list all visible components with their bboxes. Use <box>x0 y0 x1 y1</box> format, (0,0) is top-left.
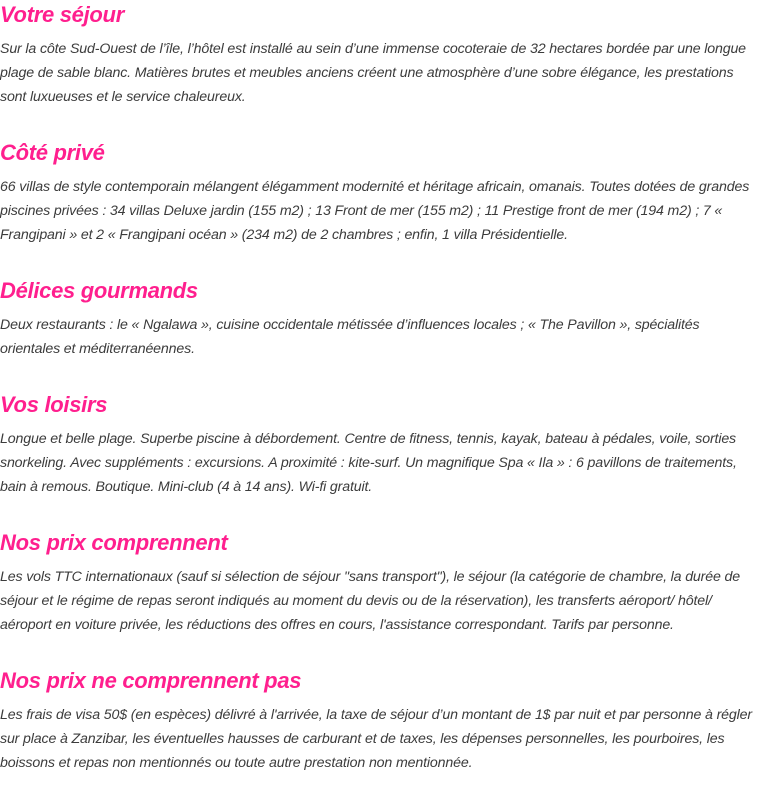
section-title: Vos loisirs <box>0 392 108 417</box>
section-title: Nos prix comprennent <box>0 530 228 555</box>
section-delices-gourmands <box>0 276 758 361</box>
section-text: Longue et belle plage. Superbe piscine à débordement. Centre de fitness, tennis, kayak, bateau à pédales, voile, sorties snorkeling. Avec suppléments : excursions. A proximité : kite-surf. Un magnifique Spa « Ila » : 6 pavillons de traitements, bain à remous. Boutique. Mini-club (4 à 14 ans). Wi-fi gratuit. <box>0 431 737 495</box>
section-title: Nos prix ne comprennent pas <box>0 668 302 693</box>
section-title: Délices gourmands <box>0 278 198 303</box>
section-text: Sur la côte Sud-Ouest de l’île, l’hôtel est installé au sein d’une immense cocoteraie de 32 hectares bordée par une longue plage de sable blanc. Matières brutes et meubles anciens créent une atmosphère d’une sobre élégance, les prestations sont luxueuses et le service chaleureux. <box>0 41 746 105</box>
section-title: Votre séjour <box>0 2 124 27</box>
section-text: Les vols TTC internationaux (sauf si sélection de séjour "sans transport"), le séjour (la catégorie de chambre, la durée de séjour et le régime de repas seront indiqués au moment du devis ou de la réservation), les transferts aéroport/ hôtel/ aéroport en voiture privée, les réductions des offres en cours, l'assistance correspondant. Tarifs par personne. <box>0 569 741 633</box>
section-nos-prix-comprennent <box>0 528 758 637</box>
section-text: Deux restaurants : le « Ngalawa », cuisine occidentale métissée d’influences locales ; « The Pavillon », spécialités orientales et méditerranéennes. <box>0 317 700 357</box>
section-text: 66 villas de style contemporain mélangent élégamment modernité et héritage africain, omanais. Toutes dotées de grandes piscines privées : 34 villas Deluxe jardin (155 m2) ; 13 Front de mer (155 m2) ; 11 Prestige front de mer (194 m2) ; 7 « Frangipani » et 2 « Frangipani océan » (234 m2) de 2 chambres ; enfin, 1 villa Présidentielle. <box>0 179 750 243</box>
section-vos-loisirs <box>0 390 758 499</box>
section-votre-sejour <box>0 0 758 109</box>
section-text: Les frais de visa 50$ (en espèces) délivré à l'arrivée, la taxe de séjour d’un montant de 1$ par nuit et par personne à régler sur place à Zanzibar, les éventuelles hausses de carburant et de taxes, les dépenses personnelles, les pourboires, les boissons et repas non mentionnés ou toute autre prestation non mentionnée. <box>0 707 752 771</box>
section-nos-prix-ne-comprennent-pas <box>0 666 758 775</box>
section-title: Côté privé <box>0 140 105 165</box>
section-cote-prive <box>0 138 758 247</box>
